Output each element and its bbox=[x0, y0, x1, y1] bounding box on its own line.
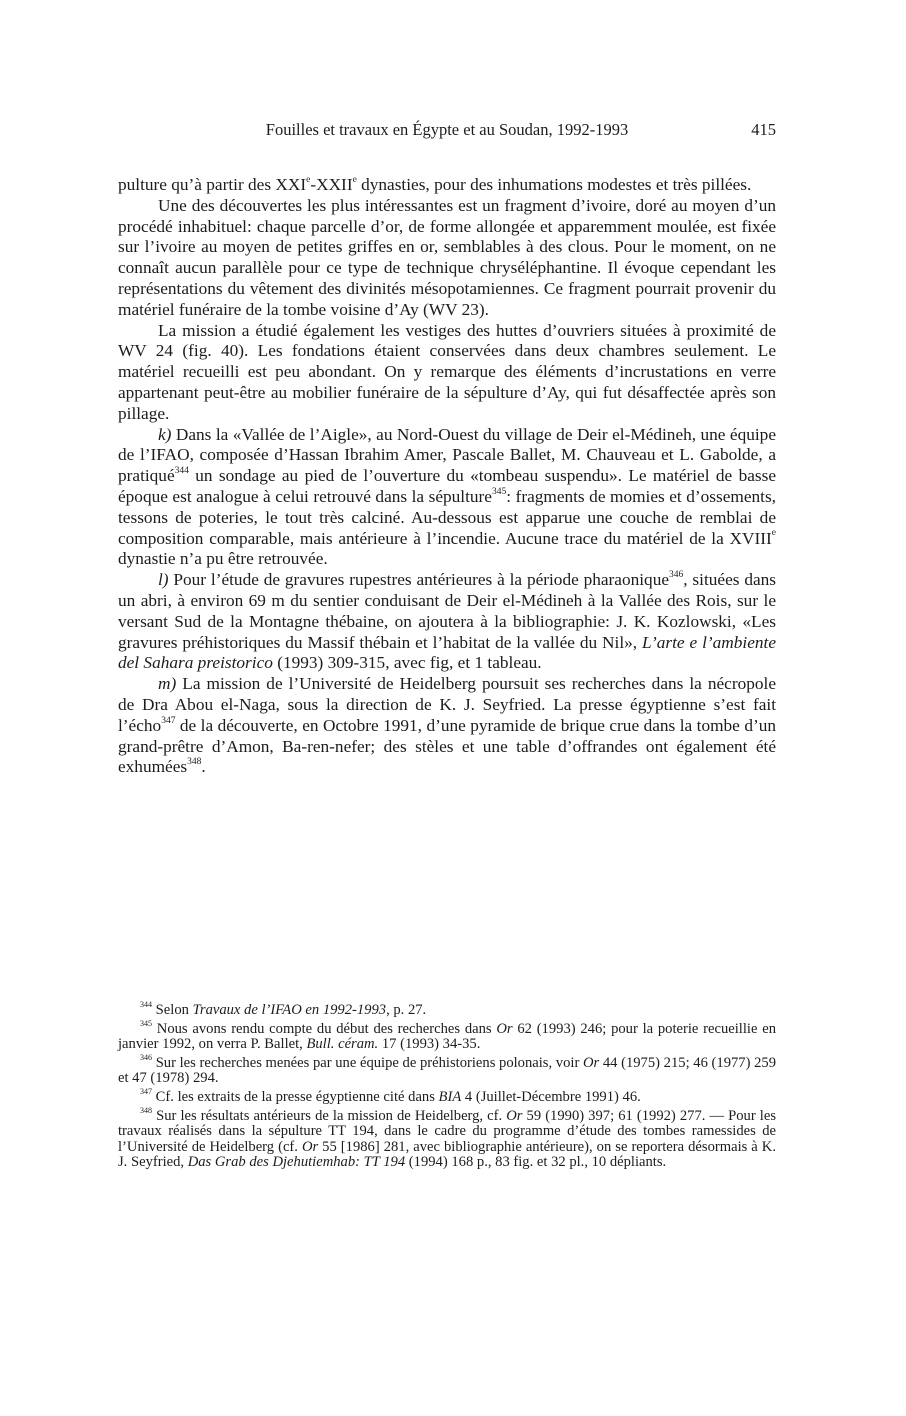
text-run: 44 (1975) 215; 46 (1977) 259 et 47 (1978) 294. bbox=[118, 1054, 776, 1087]
text-run: 4 (Juillet-Décembre 1991) 46. bbox=[461, 1088, 641, 1105]
footnote-347 bbox=[118, 1086, 776, 1106]
text-run: 62 (1993) 246; pour la poterie recueillie en janvier 1992, on verra P. Ballet, bbox=[118, 1020, 776, 1053]
paragraph-k-vallee-aigle bbox=[118, 425, 776, 571]
superscript: e bbox=[306, 174, 311, 185]
footnote-ref[interactable]: 347 bbox=[161, 715, 176, 726]
italic-title: Or bbox=[496, 1020, 513, 1037]
text-run: La mission de l’Université de Heidelberg poursuit ses recherches dans la nécropole de Dra Abou el-Naga, sous la direction de K. J. Seyfried. La presse égyptienne s’est fait l’écho bbox=[118, 674, 776, 735]
italic-title: BIA bbox=[438, 1088, 462, 1105]
text-run: pulture qu’à partir des XXI bbox=[118, 175, 307, 194]
italic-title: Or bbox=[301, 1138, 319, 1155]
text-run: , situées dans un abri, à environ 69 m du sentier conduisant de Deir el-Médineh à la Vallée des Rois, sur le versant Sud de la Montagne thébaine, on ajoutera à la bibliographie: J. K. Kozlowski, «Les gravures préhistoriques du Massif thébain et l’habitat de la vallée du Nil», bbox=[118, 570, 776, 652]
main-text bbox=[118, 175, 776, 778]
paragraph-workers-huts: La mission a étudié également les vestiges des huttes d’ouvriers situées à proximité de WV 24 (fig. 40). Les fondations étaient conservées dans deux chambres seulement. Le matériel recueilli est peu abondant. On y remarque des éléments d’incrustations en verre appartenant peut-être au mobilier funéraire de la sépulture d’Ay, qui fut désaffectée après son pillage. bbox=[118, 320, 776, 423]
italic-title: L’arte e l’ambiente del Sahara preistorico bbox=[118, 632, 776, 673]
footnote-345 bbox=[118, 1018, 776, 1053]
section-label: l) bbox=[158, 570, 169, 590]
italic-title: Or bbox=[506, 1107, 523, 1124]
text-run: dynasties, pour des inhumations modestes et très pillées. bbox=[356, 175, 752, 194]
paragraph-ivory-fragment: Une des découvertes les plus intéressantes est un fragment d’ivoire, doré au moyen d’un procédé inhabituel: chaque parcelle d’or, de forme allongée et apparemment moulée, est fixée sur l’ivoire au moyen de petites griffes en or, semblables à des clous. Pour le moment, on ne connaît aucun parallèle pour ce type de technique chryséléphantine. Il évoque cependant les représentations du vêtement des divinités mésopotamiennes. Ce fragment pourrait provenir du matériel funéraire de la tombe voisine d’Ay (WV 23). bbox=[118, 195, 776, 319]
text-run: Dans la «Vallée de l’Aigle», au Nord-Ouest du village de Deir el-Médineh, une équipe de l’IFAO, composée d’Hassan Ibrahim Amer, Pascale Ballet, M. Chauveau et L. Gabolde, a pratiqué bbox=[118, 424, 776, 486]
footnote-ref[interactable]: 344 bbox=[174, 465, 189, 476]
text-run: . bbox=[201, 757, 206, 777]
section-label: m) bbox=[158, 674, 177, 694]
footnote-348 bbox=[118, 1105, 777, 1171]
paragraph-m-heidelberg bbox=[118, 674, 776, 778]
text-run: Nous avons rendu compte du début des recherches dans bbox=[152, 1020, 497, 1037]
footnote-344 bbox=[118, 999, 776, 1019]
running-header bbox=[118, 120, 776, 142]
text-run: Pour l’étude de gravures rupestres antérieures à la période pharaonique bbox=[168, 570, 670, 590]
text-run: 17 (1993) 34-35. bbox=[378, 1036, 481, 1053]
superscript: e bbox=[352, 174, 357, 185]
footnotes bbox=[118, 999, 777, 1174]
text-run: : fragments de momies et d’ossements, tessons de poteries, le tout très calciné. Au-dessous est apparue une couche de remblai de composition comparable, mais antérieure à l’incendie. Aucune trace du matériel de la XVIII bbox=[118, 486, 777, 548]
text-run: un sondage au pied de l’ouverture du «tombeau suspendu». Le matériel de basse époque est analogue à celui retrouvé dans la sépulture bbox=[118, 466, 776, 506]
text-run: , p. 27. bbox=[386, 1002, 427, 1018]
text-run: 59 (1990) 397; 61 (1992) 277. — Pour les travaux réalisés dans la sépulture TT 194, dans le cadre du programme d’étude des tombes ramessides de l’Université de Heidelberg (cf. bbox=[118, 1107, 777, 1155]
text-run: 55 [1986] 281, avec bibliographie antérieure), on se reportera désormais à K. J. Seyfried, bbox=[118, 1138, 776, 1171]
footnote-number: 347 bbox=[140, 1086, 153, 1096]
text-run: Selon bbox=[152, 1002, 193, 1018]
footnote-ref[interactable]: 346 bbox=[669, 569, 684, 580]
footnote-ref[interactable]: 345 bbox=[491, 486, 507, 497]
section-label: k) bbox=[158, 424, 172, 444]
paragraph-continuation bbox=[118, 175, 776, 196]
footnote-number: 346 bbox=[140, 1052, 153, 1062]
footnote-number: 345 bbox=[140, 1018, 153, 1028]
footnote-number: 344 bbox=[140, 999, 153, 1009]
footnote-number: 348 bbox=[140, 1105, 153, 1115]
italic-title: Or bbox=[582, 1054, 600, 1071]
text-run: Sur les recherches menées par une équipe de préhistoriens polonais, voir bbox=[152, 1054, 583, 1071]
text-run: Cf. les extraits de la presse égyptienne cité dans bbox=[152, 1088, 439, 1105]
footnote-ref[interactable]: 348 bbox=[187, 757, 202, 768]
text-run: (1993) 309-315, avec fig, et 1 tableau. bbox=[272, 653, 542, 673]
superscript: e bbox=[771, 528, 776, 539]
text-run: (1994) 168 p., 83 fig. et 32 pl., 10 dépliants. bbox=[405, 1154, 667, 1171]
running-title: Fouilles et travaux en Égypte et au Soudan, 1992-1993 bbox=[265, 120, 629, 139]
footnote-346 bbox=[118, 1052, 776, 1087]
italic-title: Travaux de l’IFAO en 1992-1993 bbox=[192, 1002, 387, 1018]
page-number: 415 bbox=[751, 120, 776, 139]
italic-title: Das Grab des Djehutiemhab: TT 194 bbox=[187, 1154, 406, 1171]
text-run: -XXII bbox=[310, 175, 353, 194]
text-run: de la découverte, en Octobre 1991, d’une pyramide de brique crue dans la tombe d’un grand-prêtre d’Amon, Ba-ren-nefer; des stèles et une table d’offrandes ont également été exhumées bbox=[118, 715, 776, 777]
text-run: dynastie n’a pu être retrouvée. bbox=[118, 549, 328, 569]
italic-title: Bull. céram. bbox=[306, 1036, 379, 1053]
paragraph-l-gravures bbox=[118, 570, 776, 674]
text-run: Sur les résultats antérieurs de la mission de Heidelberg, cf. bbox=[152, 1107, 507, 1124]
